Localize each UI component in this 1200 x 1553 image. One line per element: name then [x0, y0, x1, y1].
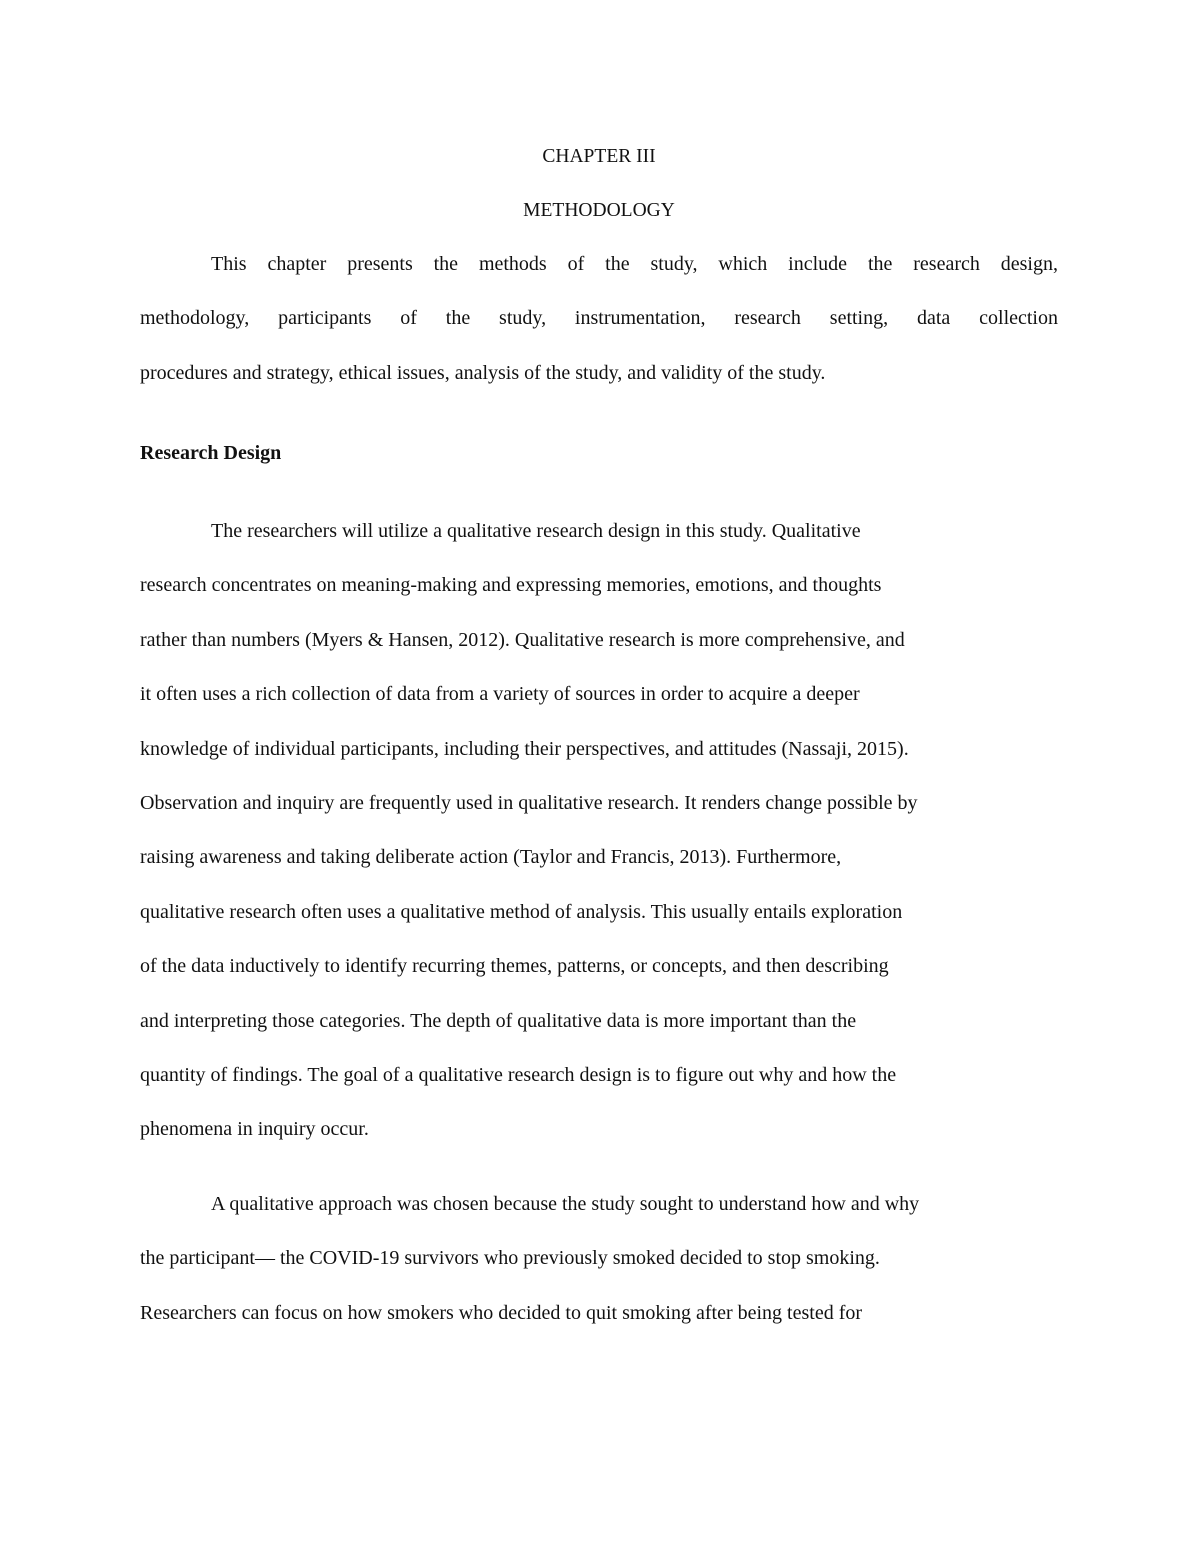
- paragraph-line: qualitative research often uses a qualitative method of analysis. This usually entails exploration: [140, 900, 903, 923]
- paragraph-line: research concentrates on meaning-making and expressing memories, emotions, and thoughts: [140, 574, 882, 597]
- paragraph-line: Researchers can focus on how smokers who decided to quit smoking after being tested for: [140, 1301, 863, 1324]
- paragraph-line: quantity of findings. The goal of a qualitative research design is to figure out why and how the: [140, 1063, 897, 1086]
- paragraph-line: of the data inductively to identify recurring themes, patterns, or concepts, and then describing: [140, 955, 889, 978]
- paragraph-line: phenomena in inquiry occur.: [140, 1118, 369, 1141]
- chapter-subtitle: METHODOLOGY: [523, 200, 675, 221]
- paragraph-line: and interpreting those categories. The depth of qualitative data is more important than the: [140, 1009, 857, 1032]
- section-heading: Research Design: [140, 442, 282, 464]
- paragraph-line: The researchers will utilize a qualitative research design in this study. Qualitative: [211, 520, 861, 542]
- research-design-paragraph: [140, 519, 918, 1172]
- paragraph-line: A qualitative approach was chosen because the study sought to understand how and why: [211, 1193, 920, 1215]
- paragraph-line: rather than numbers (Myers & Hansen, 2012). Qualitative research is more comprehensive, and: [140, 628, 905, 651]
- paragraph-line: knowledge of individual participants, including their perspectives, and attitudes (Nassaji, 2015).: [140, 737, 909, 760]
- paragraph-line: methodology, participants of the study, instrumentation, research setting, data collection: [140, 307, 1058, 330]
- paragraph-line: Observation and inquiry are frequently used in qualitative research. It renders change possible by: [140, 791, 918, 814]
- intro-paragraph: [140, 252, 1058, 415]
- paragraph-line: This chapter presents the methods of the study, which include the research design,: [211, 253, 1058, 275]
- approach-paragraph: [140, 1192, 919, 1355]
- paragraph-line: procedures and strategy, ethical issues, analysis of the study, and validity of the study.: [140, 361, 826, 384]
- paragraph-line: raising awareness and taking deliberate action (Taylor and Francis, 2013). Furthermore,: [140, 846, 842, 869]
- paragraph-line: the participant— the COVID-19 survivors who previously smoked decided to stop smoking.: [140, 1247, 880, 1270]
- chapter-title: CHAPTER III: [542, 146, 656, 167]
- paragraph-line: it often uses a rich collection of data from a variety of sources in order to acquire a deeper: [140, 683, 860, 706]
